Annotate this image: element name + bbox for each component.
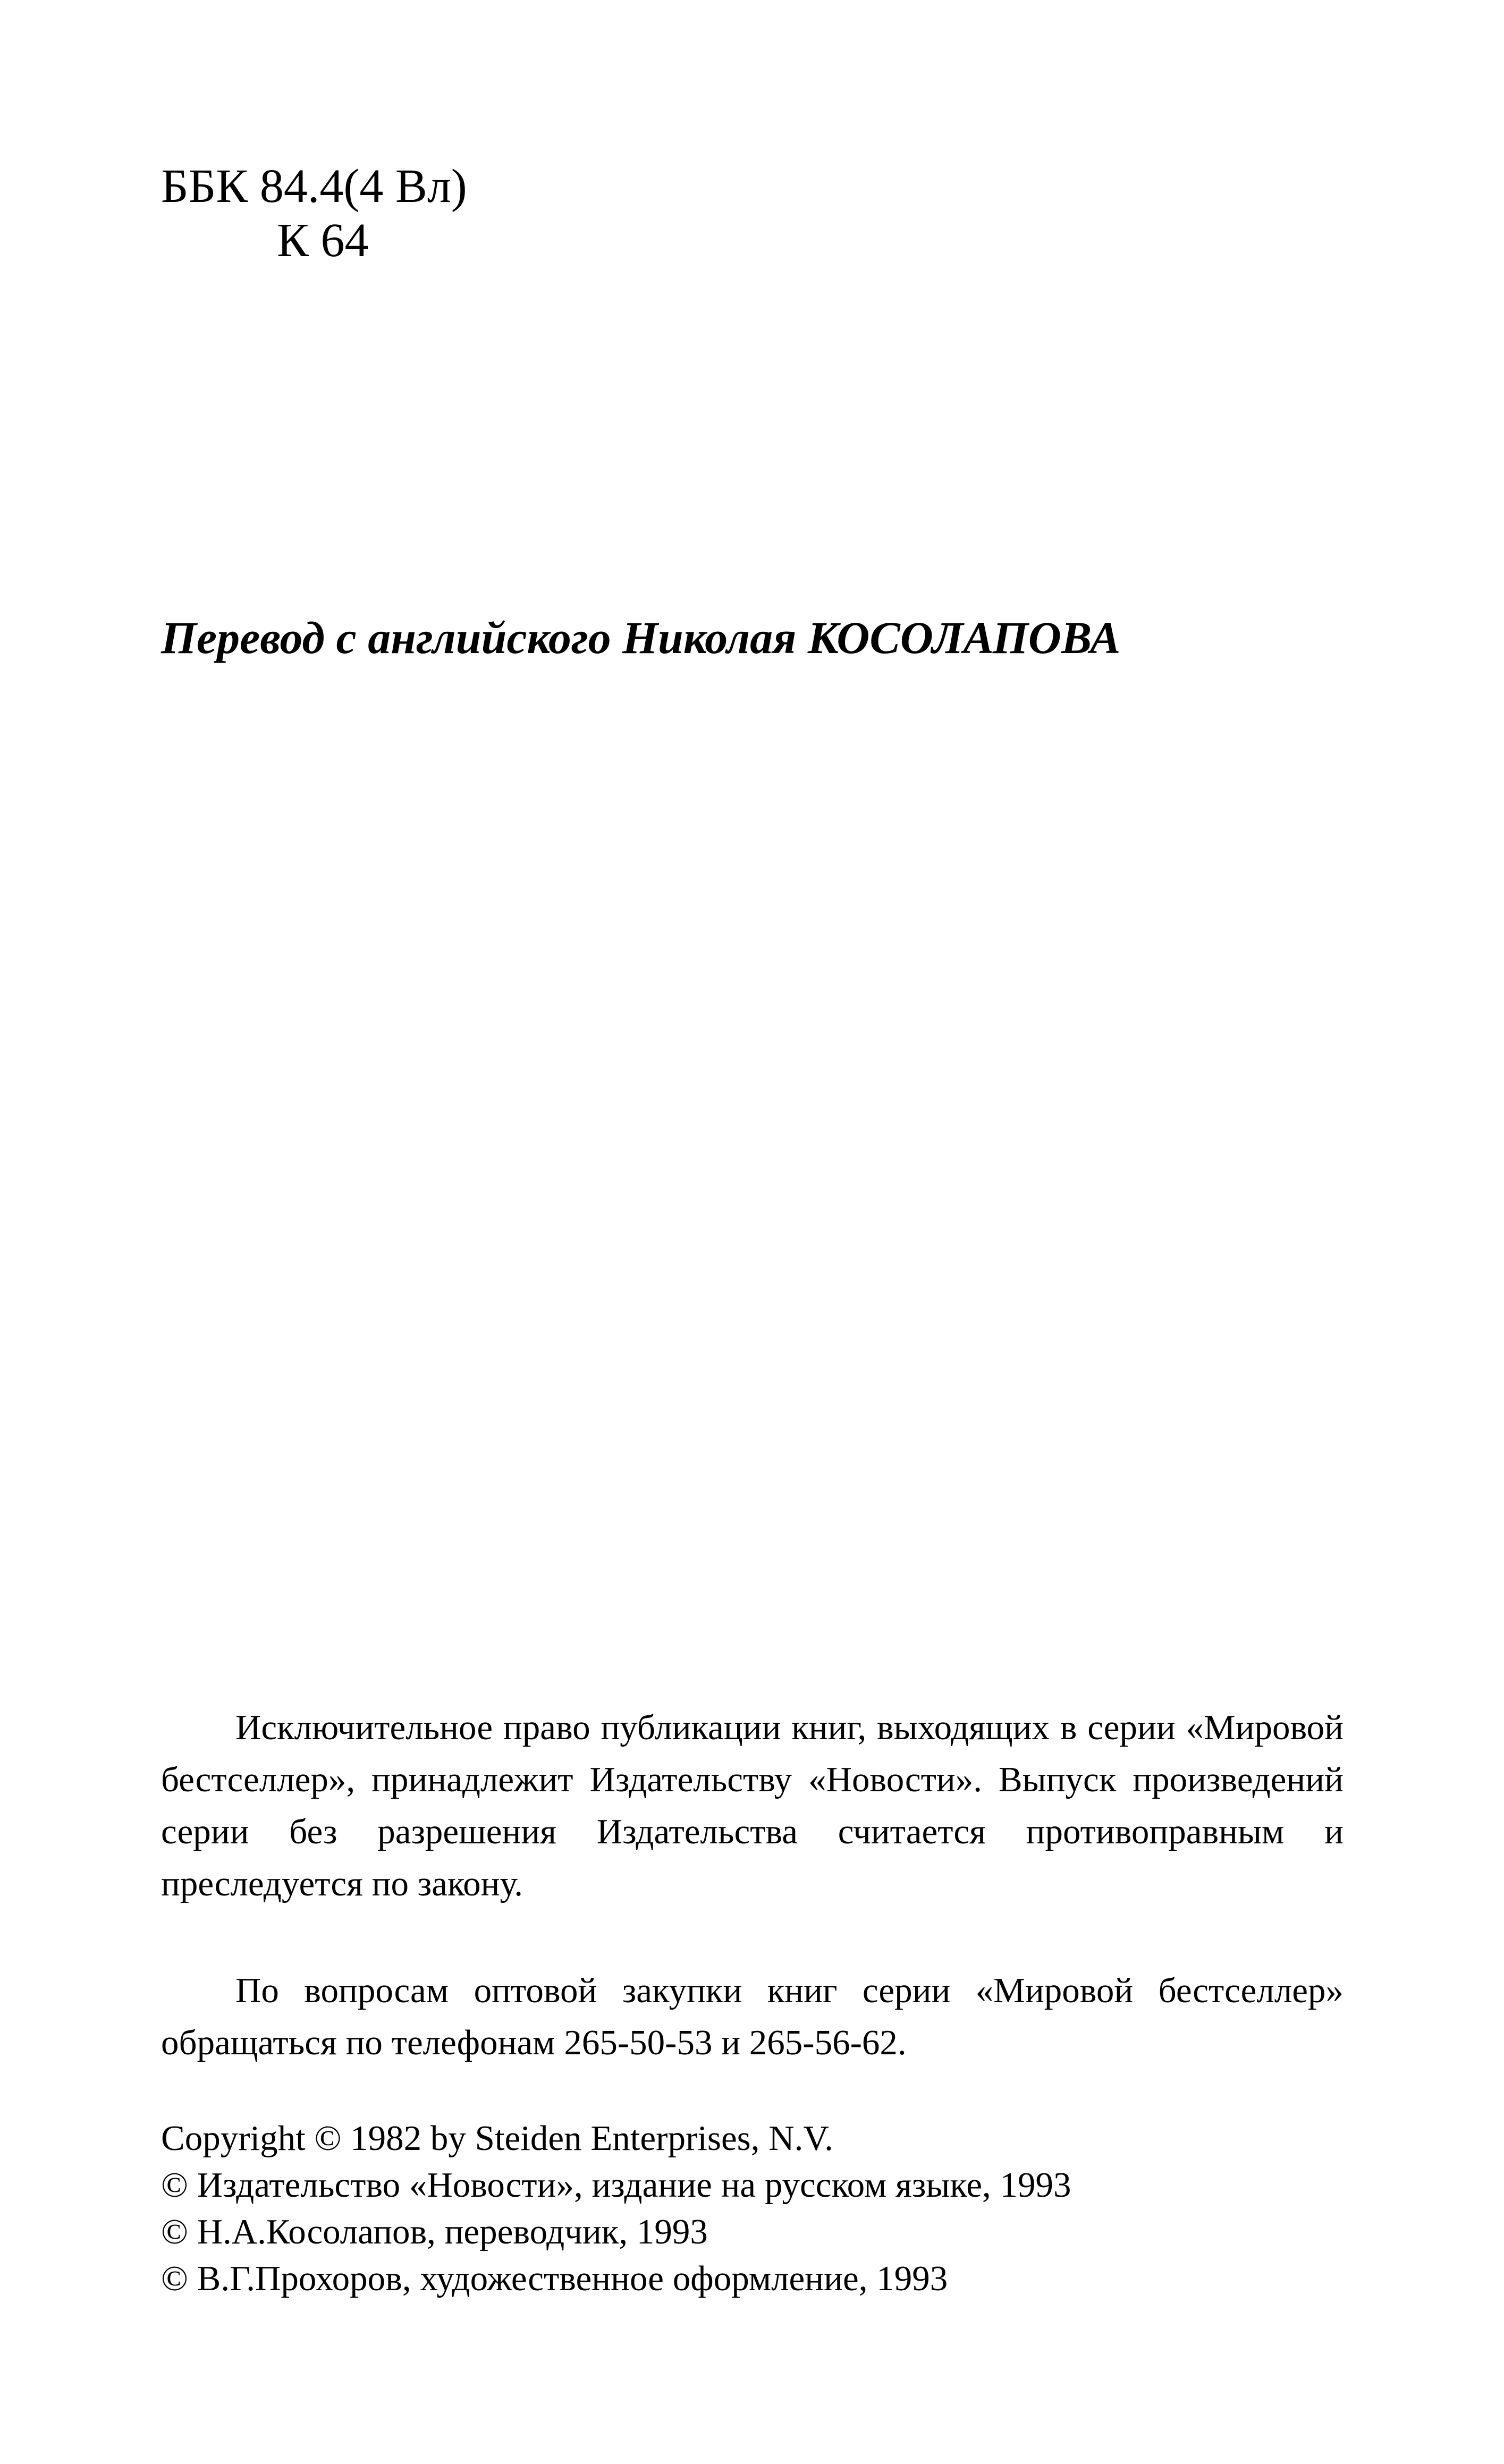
- copyright-line-publisher: © Издательство «Новости», издание на русском языке, 1993: [161, 2165, 1071, 2205]
- library-classification: [161, 159, 467, 268]
- copyright-block: [161, 2115, 1071, 2302]
- author-mark: К 64: [277, 214, 369, 267]
- copyright-line-design: © В.Г.Прохоров, художественное оформление, 1993: [161, 2259, 948, 2298]
- copyright-line-translator: © Н.А.Косолапов, переводчик, 1993: [161, 2212, 708, 2251]
- translation-credit: Перевод с английского Николая КОСОЛАПОВА: [161, 612, 1121, 663]
- rights-notice: Исключительное право публикации книг, выходящих в серии «Мировой бестселлер», принадлежит Издательству «Новости». Выпуск произведений серии без разрешения Издательства считается противоправным и преследуется по закону.: [161, 1708, 1344, 1903]
- bbk-code: ББК 84.4(4 Вл): [161, 160, 467, 213]
- copyright-line-original: Copyright © 1982 by Steiden Enterprises, N.V.: [161, 2119, 833, 2158]
- wholesale-notice: По вопросам оптовой закупки книг серии «Мировой бестселлер» обращаться по телефонам 265-50-53 и 265-56-62.: [161, 1971, 1344, 2062]
